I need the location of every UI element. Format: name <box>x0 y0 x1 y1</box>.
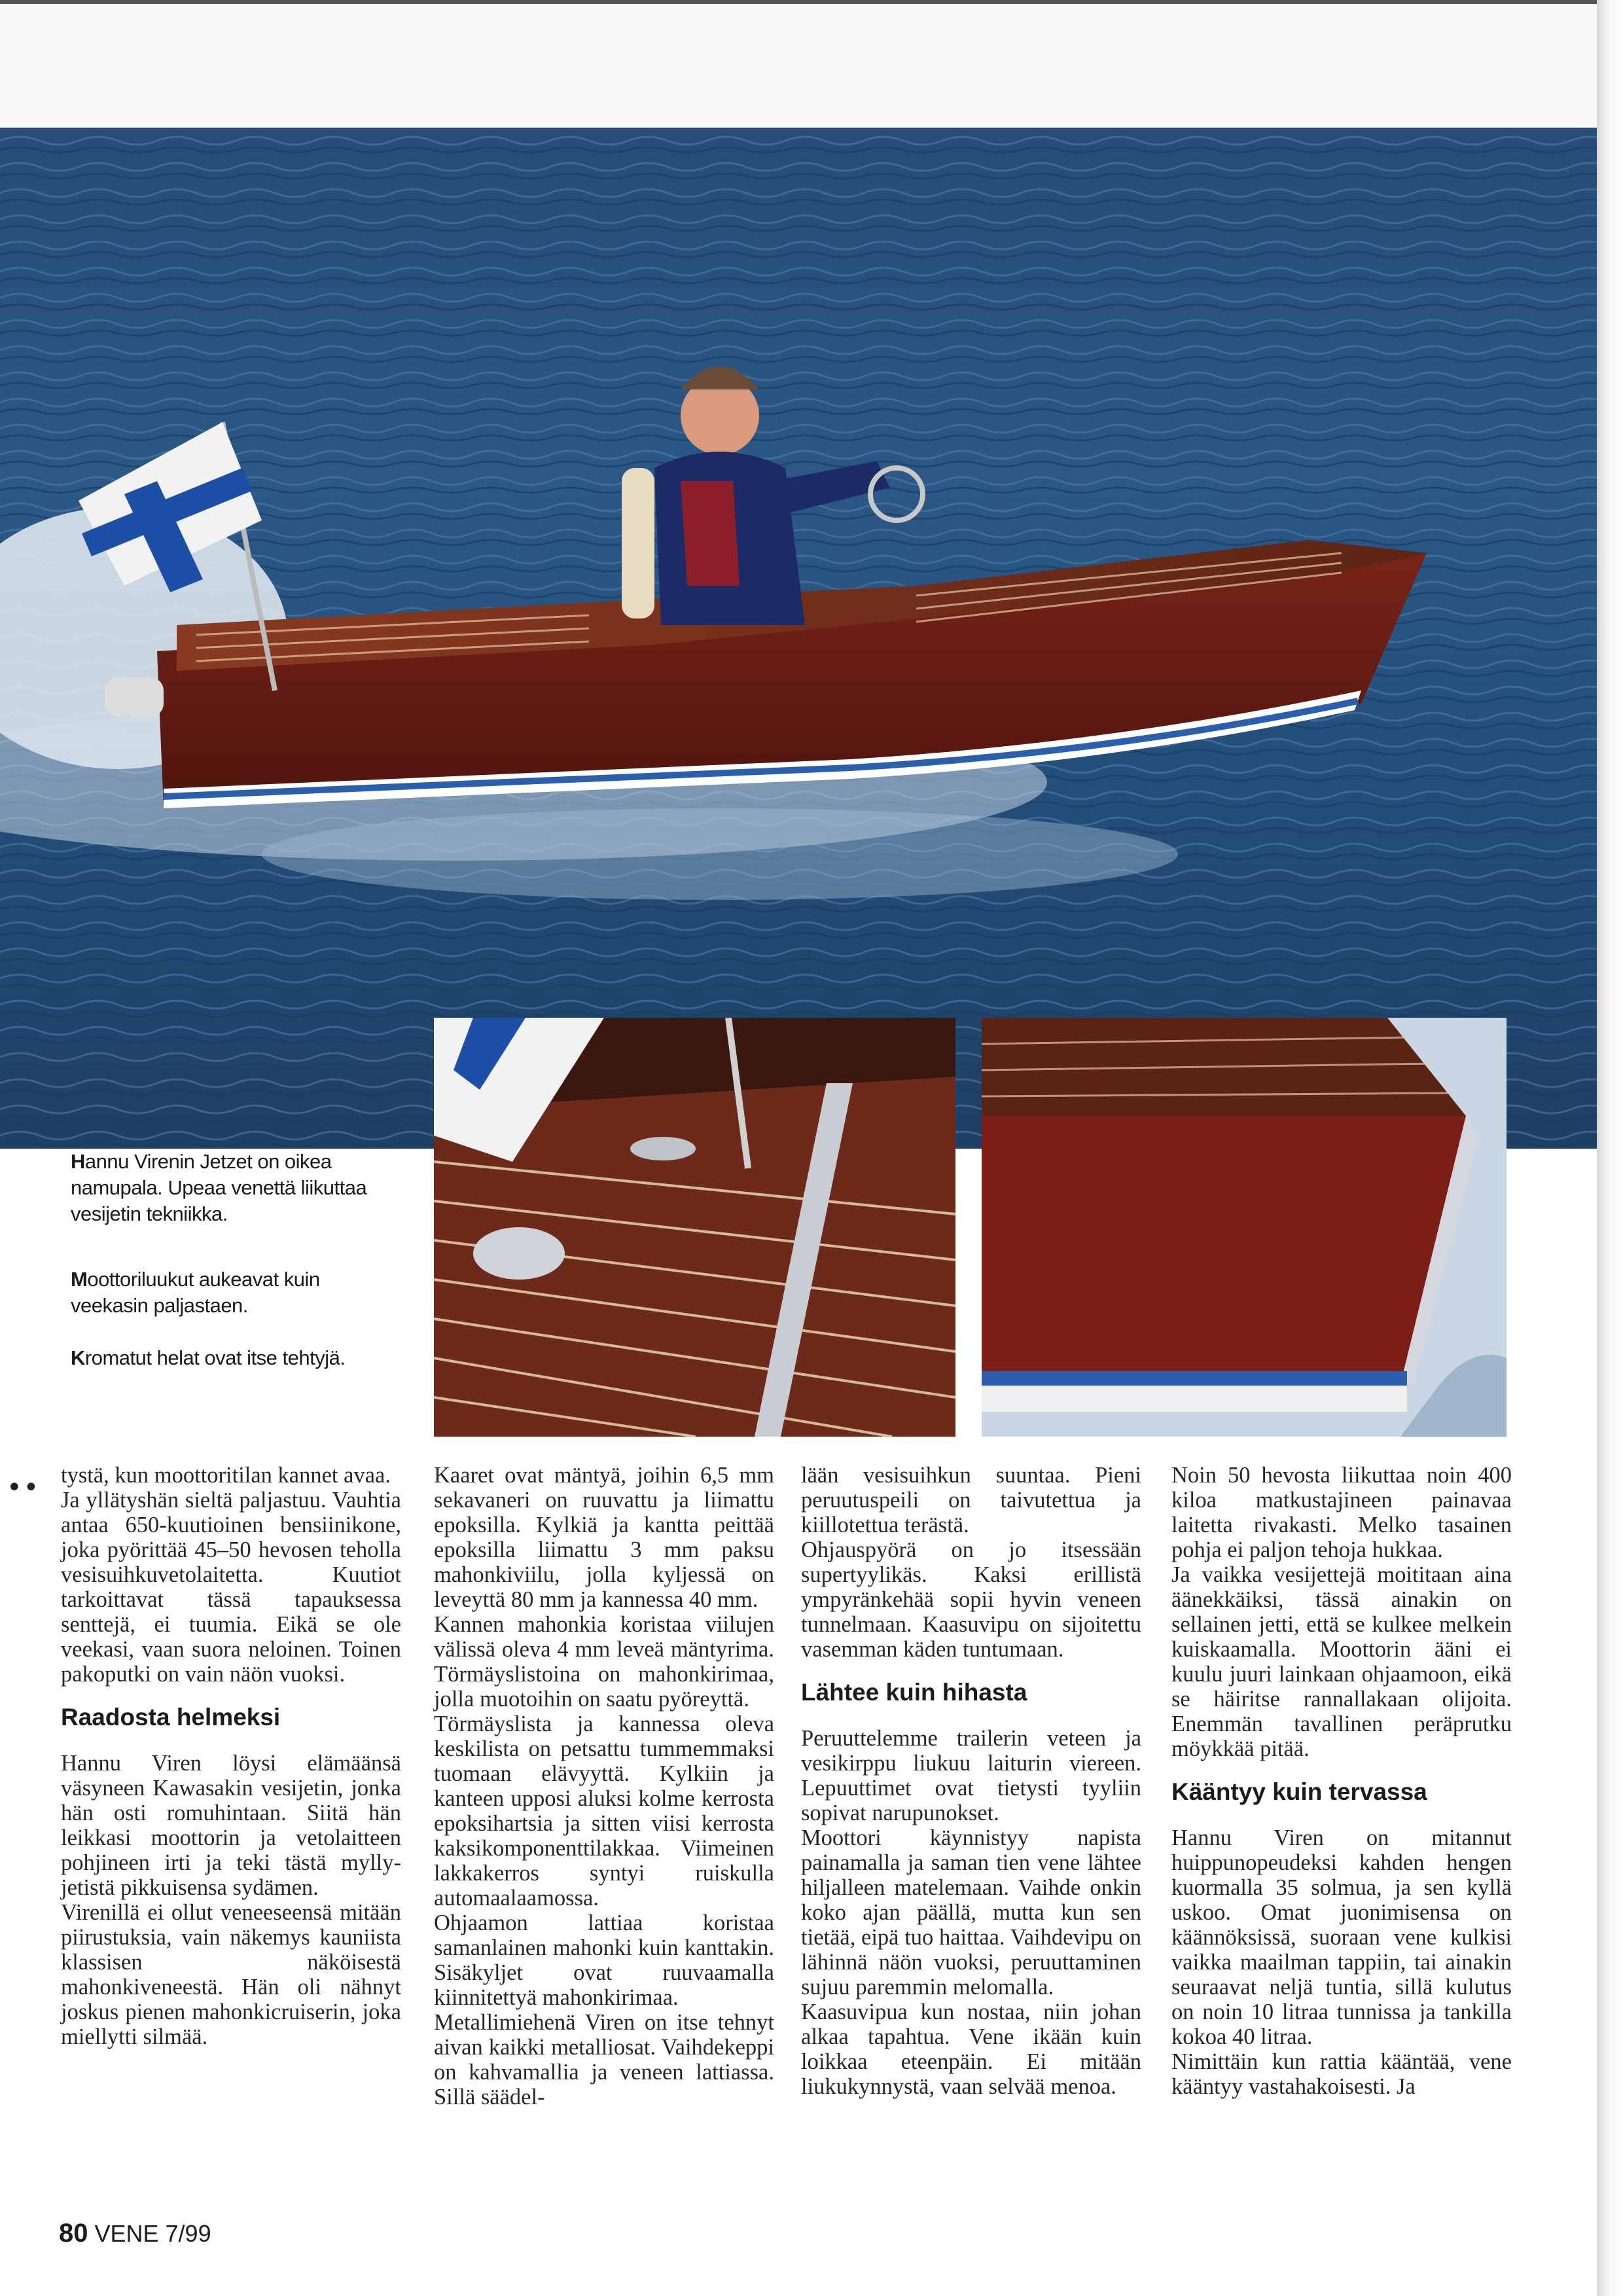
detail-photo-deck-fittings <box>434 1018 955 1437</box>
paragraph: Kaasuvipua kun nostaa, niin johan alkaa tapahtua. Vene ikään kuin loikkaa eteenpäin. Ei mitään liukukynnystä, vaan selvää menoa. <box>801 2000 1141 2099</box>
paragraph: Noin 50 hevosta liikuttaa noin 400 kiloa matkustajineen painavaa laitetta rivakasti. Melko tasainen pohja ei paljon tehoja hukkaa. <box>1171 1463 1512 1562</box>
subheading-raadosta-helmeksi: Raadosta helmeksi <box>61 1704 281 1731</box>
paragraph: Ja yllätyshän sieltä paljastuu. Vauhtia antaa 650-kuutioinen bensiinikone, joka pyörittää 45–50 hevosen teholla vesisuihkuvetolaitetta. Kuutiot tarkoittavat tässä tapauksessa senttejä, ei tuumia. Eikä se ole veekasi, vaan suora neloinen. Toinen pakoputki on vain näön vuoksi. <box>61 1488 401 1687</box>
paragraph: Peruuttelemme trailerin veteen ja vesikirppu liukuu laiturin viereen. Lepuuttimet ovat tietysti tyyliin sopivat narupunokset. <box>801 1726 1141 1825</box>
caption-text: annu Virenin Jetzet on oikea namupala. Upeaa venettä liikuttaa vesijetin tekniikka. <box>71 1150 367 1225</box>
caption-initial: M <box>71 1268 88 1291</box>
article-column-1 <box>61 1463 401 2049</box>
caption-initial: H <box>71 1150 85 1173</box>
paragraph: Hannu Viren löysi elämäänsä väsyneen Kawasakin vesijetin, jonka hän osti romuhintaan. Siitä hän leikkasi moottorin ja vetolaitteen pohjineen irti ja teki tästä mylly-jetistä pikkuisensa sydämen. <box>61 1751 401 1900</box>
caption-boat <box>71 1149 372 1227</box>
paragraph: Ohjaamon lattiaa koristaa samanlainen mahonki kuin kanttakin. Sisäkyljet ovat ruuvaamalla kiinnitettyä mahonkirimaa. <box>434 1910 774 2010</box>
caption-text: oottoriluukut aukeavat kuin veekasin paljastaen. <box>71 1268 320 1317</box>
paragraph: Törmäyslista ja kannessa oleva keskilista on petsattu tummemmaksi tuomaan elävyyttä. Kylkiin ja kanteen upposi aluksi kolme kerrosta epoksihartsia ja sitten viisi kerrosta kaksikomponenttilakkaa. Viimeinen lakkakerros syntyi ruiskulla automaalaamossa. <box>434 1712 774 1910</box>
paragraph: tystä, kun moottoritilan kannet avaa. <box>61 1463 391 1488</box>
paragraph: Hannu Viren on mitannut huippunopeudeksi kahden hengen kuormalla 35 solmua, ja sen kyllä uskoo. Omat juonimisensa on käännöksissä, suoraan vene kulkisi vaikka maailman tappiin, tai ainakin seuraavat neljä tuntia, sillä kulutus on noin 10 litraa tunnissa ja tankilla kokoa 40 litraa. <box>1171 1825 1512 2049</box>
paragraph: Virenillä ei ollut veneeseensä mitään piirustuksia, vain näkemys kauniista klassisen näköisestä mahonkiveneestä. Hän oli nähnyt joskus pienen mahonkicruiserin, joka miellytti silmää. <box>61 1900 401 2049</box>
paragraph: Kannen mahonkia koristaa viilujen välissä oleva 4 mm leveä mäntyrima. Törmäyslistoina on mahonkirimaa, jolla muotoihin on saatu pyöreyttä. <box>434 1612 774 1712</box>
main-photo-jetski-boat <box>0 128 1611 1149</box>
paragraph: Ja vaikka vesijettejä moititaan aina äänekkäiksi, tässä ainakin on sellainen jetti, että se kulkee melkein kuiskaamalla. Moottorin ääni ei kuulu juuri lainkaan ohjaamoon, eikä se häiritse rannallakaan olijoita. Enemmän tavallinen peräprutku möykkää pitää. <box>1171 1562 1512 1761</box>
caption-chrome-fittings <box>71 1345 372 1371</box>
article-column-4 <box>1171 1463 1512 2099</box>
paragraph: Nimittäin kun rattia kääntää, vene kääntyy vastahakoisesti. Ja <box>1171 2049 1512 2099</box>
article-column-2 <box>434 1463 774 2109</box>
page-footer <box>59 2219 211 2248</box>
paragraph: Moottori käynnistyy napista painamalla ja saman tien vene lähtee hiljalleen matelemaan. Vaihde onkin koko ajan päällä, mutta kun sen tietää, eipä tuo haittaa. Vaihdevipu on lähinnä näön vuoksi, peruuttaminen sujuu paremmin melomalla. <box>801 1825 1141 2000</box>
caption-text: romatut helat ovat itse tehtyjä. <box>84 1346 346 1369</box>
page-binding-edge <box>1597 0 1623 2296</box>
article-column-3 <box>801 1463 1141 2099</box>
paragraph: Ohjauspyörä on jo itsessään supertyylikäs. Kaksi erillistä ympyränkehää sopii hyvin veneen tunnelmaan. Kaasuvipu on sijoitettu vasemman käden tuntumaan. <box>801 1537 1141 1662</box>
paragraph: lään vesisuihkun suuntaa. Pieni peruutuspeili on taivutettua ja kiillotettua terästä. <box>801 1463 1141 1537</box>
subheading-lahtee-kuin-hihasta: Lähtee kuin hihasta <box>801 1679 1027 1706</box>
page-top-margin <box>0 0 1623 132</box>
subheading-kaantyy-kuin-tervassa: Kääntyy kuin tervassa <box>1171 1778 1427 1805</box>
boat-illustration <box>0 128 1611 1149</box>
caption-initial: K <box>71 1346 85 1369</box>
paragraph: Metallimiehenä Viren on itse tehnyt aivan kaikki metalliosat. Vaihdekeppi on kahvamallia ja veneen lattiassa. Sillä säädel- <box>434 2010 774 2109</box>
paragraph: Kaaret ovat mäntyä, joihin 6,5 mm sekavaneri on ruuvattu ja liimattu epoksilla. Kylkiä ja kantta peittää epoksilla liimattu 3 mm paksu mahonkiviilu, jolla kyljessä on leveyttä 80 mm ja kannessa 40 mm. <box>434 1463 774 1612</box>
issue-label: VENE 7/99 <box>94 2220 211 2247</box>
detail-photo-bow <box>982 1018 1507 1437</box>
continuation-bullets: •• <box>7 1473 41 1503</box>
page-number: 80 <box>59 2219 88 2248</box>
caption-engine-hatches <box>71 1266 372 1319</box>
